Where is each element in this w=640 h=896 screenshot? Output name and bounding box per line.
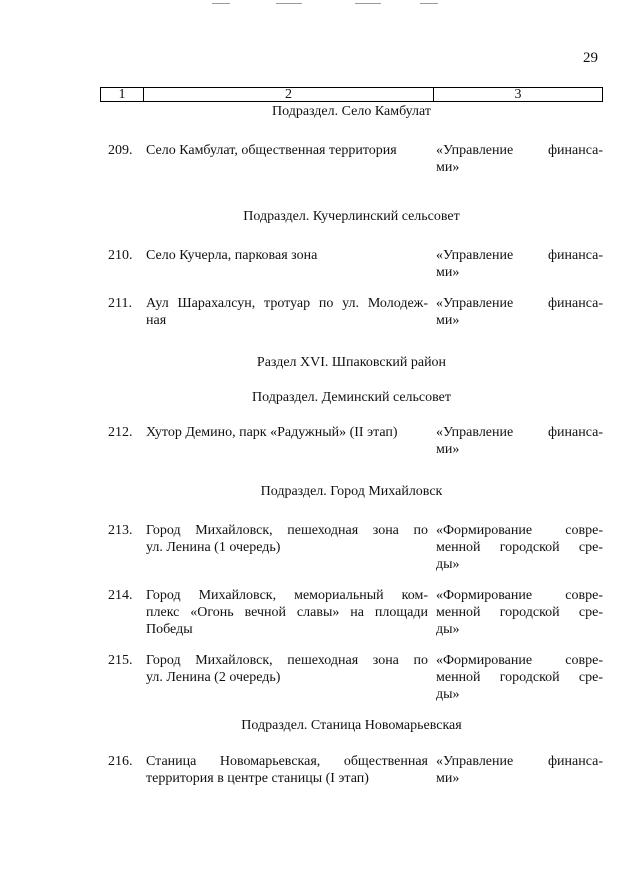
item-name-line: Хутор Демино, парк «Радужный» (II этап) [146, 425, 398, 440]
item-name-line: ул. Ленина (2 очередь) [146, 670, 281, 685]
item-name-line: Село Кучерла, парковая зона [146, 248, 318, 263]
item-program-line: «Управление финанса- [436, 143, 603, 158]
list-item [100, 652, 603, 703]
item-program-line: «Формирование совре- [436, 653, 603, 668]
item-program [436, 753, 603, 787]
item-program-line: «Управление финанса- [436, 296, 603, 311]
list-item [100, 587, 603, 638]
item-number: 214. [108, 588, 133, 603]
column-header-1: 1 [101, 88, 144, 101]
document-body [100, 103, 603, 787]
section-title: Подраздел. Станица Новомарьевская [241, 718, 462, 733]
item-name [146, 247, 436, 264]
item-program-line: «Формирование совре- [436, 588, 603, 603]
item-name-line: территория в центре станицы (I этап) [146, 771, 369, 786]
item-program-line: ми» [436, 313, 460, 328]
item-number: 216. [108, 754, 133, 769]
item-program [436, 522, 603, 573]
item-program-line: «Управление финанса- [436, 425, 603, 440]
item-name [146, 753, 436, 787]
list-item [100, 522, 603, 573]
item-name-line: Станица Новомарьевская, общественная [146, 754, 428, 769]
item-program-line: ми» [436, 771, 460, 786]
item-name-line: Город Михайловск, пешеходная зона по [146, 653, 428, 668]
section-title: Подраздел. Город Михайловск [260, 484, 443, 499]
item-program [436, 295, 603, 329]
item-name [146, 295, 436, 329]
item-program [436, 247, 603, 281]
item-name-line: ул. Ленина (1 очередь) [146, 540, 281, 555]
item-name [146, 142, 436, 159]
page-number: 29 [583, 50, 598, 66]
section-title: Подраздел. Село Камбулат [271, 104, 431, 119]
item-program-line: ды» [436, 687, 460, 702]
item-program-line: менной городской сре- [436, 670, 603, 685]
column-header-3: 3 [514, 87, 522, 102]
scan-artifact [420, 3, 438, 4]
scan-artifact [276, 3, 302, 4]
item-program-line: ми» [436, 160, 460, 175]
item-number: 212. [108, 425, 133, 440]
item-program-line: ми» [436, 442, 460, 457]
item-number: 215. [108, 653, 133, 668]
scan-artifact [355, 3, 381, 4]
list-item [100, 142, 603, 176]
table-header [100, 87, 603, 102]
item-name-line: ная [146, 313, 167, 328]
list-item [100, 295, 603, 329]
column-header-2: 2 [144, 88, 434, 101]
item-number: 213. [108, 523, 133, 538]
item-name-line: Победы [146, 622, 193, 637]
item-program-line: ды» [436, 622, 460, 637]
item-name [146, 587, 436, 638]
item-name-line: Село Камбулат, общественная территория [146, 143, 397, 158]
item-program-line: «Формирование совре- [436, 523, 603, 538]
item-name [146, 424, 436, 441]
item-program [436, 652, 603, 703]
list-item [100, 424, 603, 458]
list-item [100, 753, 603, 787]
item-name-line: Город Михайловск, пешеходная зона по [146, 523, 428, 538]
section-title: Подраздел. Кучерлинский сельсовет [243, 209, 460, 224]
item-number: 209. [108, 143, 133, 158]
item-number: 211. [108, 296, 132, 311]
scan-artifact [212, 3, 230, 4]
item-name [146, 652, 436, 686]
item-program-line: ми» [436, 265, 460, 280]
item-program [436, 587, 603, 638]
item-program-line: «Управление финанса- [436, 248, 603, 263]
item-name-line: плекс «Огонь вечной славы» на площади [146, 605, 428, 620]
item-program-line: менной городской сре- [436, 540, 603, 555]
item-name-line: Город Михайловск, мемориальный ком- [146, 588, 428, 603]
section-title: Подраздел. Деминский сельсовет [252, 390, 451, 405]
list-item [100, 247, 603, 281]
item-program [436, 424, 603, 458]
item-name-line: Аул Шарахалсун, тротуар по ул. Молодеж- [146, 296, 428, 311]
item-name [146, 522, 436, 556]
item-program-line: «Управление финанса- [436, 754, 603, 769]
item-number: 210. [108, 248, 133, 263]
item-program-line: менной городской сре- [436, 605, 603, 620]
section-title: Раздел XVI. Шпаковский район [256, 355, 447, 370]
item-program-line: ды» [436, 557, 460, 572]
item-program [436, 142, 603, 176]
